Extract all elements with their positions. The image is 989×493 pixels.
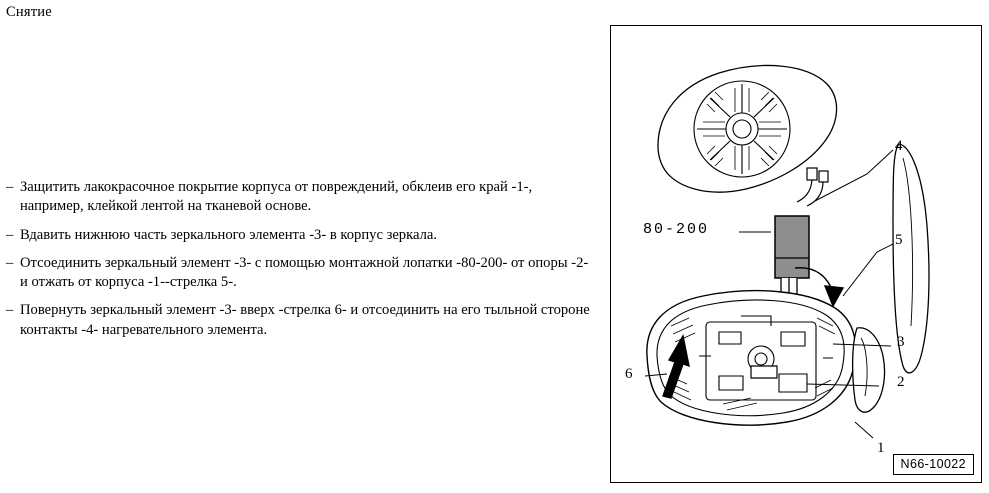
support-post — [751, 366, 777, 378]
illustration-figure — [610, 25, 982, 483]
page-title: Снятие — [6, 4, 52, 20]
list-item-marker: – — [6, 254, 14, 271]
instruction-list — [6, 178, 591, 349]
glass-connector-tab — [807, 168, 828, 182]
callout-4: 4 — [895, 138, 903, 154]
list-item-text: Вдавить нижнюю часть зеркального элемента -3- в корпус зеркала. — [20, 226, 437, 243]
callout-5: 5 — [895, 232, 903, 248]
housing-edge-strip — [853, 328, 885, 412]
contact-wires — [797, 180, 823, 206]
list-item — [6, 254, 591, 293]
list-item-marker: – — [6, 179, 14, 195]
tool-80-200 — [775, 216, 809, 304]
list-item-marker: – — [6, 226, 14, 243]
heating-element-pattern — [694, 81, 790, 177]
callout-6: 6 — [625, 366, 633, 382]
list-item — [6, 178, 591, 217]
list-item — [6, 226, 591, 245]
list-item-text: Защитить лакокрасочное покрытие корпуса от повреждений, обклеив его край -1-, например, клейкой лентой на тканевой основе. — [20, 179, 533, 215]
callout-1: 1 — [877, 440, 885, 456]
figure-code: N66-10022 — [893, 454, 974, 475]
list-item-text: Отсоединить зеркальный элемент -3- с помощью монтажной лопатки -80-200- от опоры -2- и отжать от корпуса -1--стрелка 5-. — [20, 254, 589, 290]
list-item — [6, 301, 591, 340]
list-item-marker: – — [6, 302, 14, 319]
callout-3: 3 — [897, 334, 905, 350]
list-item-text: Повернуть зеркальный элемент -3- вверх -стрелка 6- и отсоединить на его тыльной стороне контакты -4- нагревательного элемента. — [20, 302, 590, 338]
callout-2: 2 — [897, 374, 905, 390]
tool-number-label: 80-200 — [643, 221, 710, 238]
mirror-assembly-drawing — [611, 26, 981, 482]
